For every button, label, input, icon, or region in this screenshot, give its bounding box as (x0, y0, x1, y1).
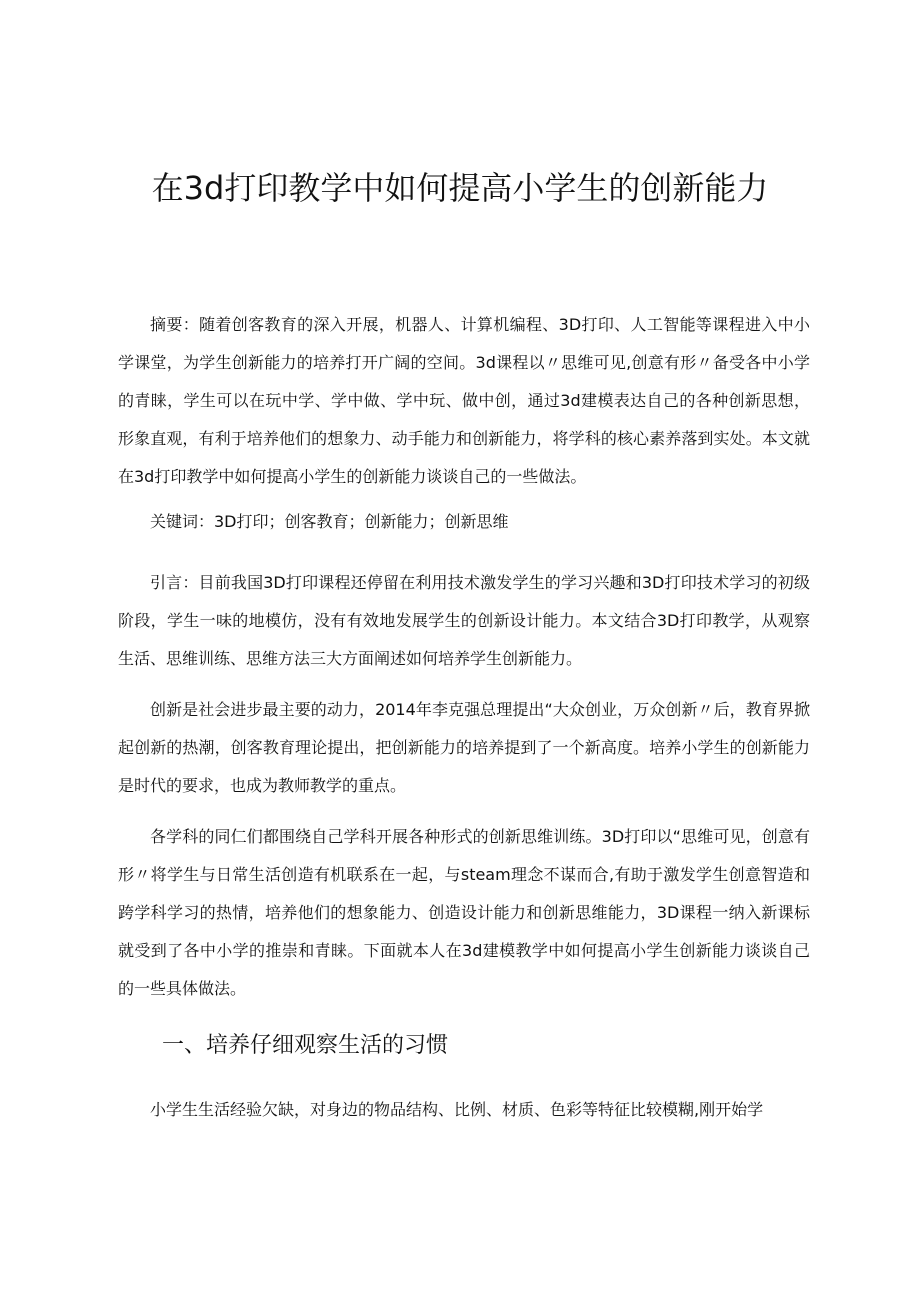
section-1-heading: 一、培养仔细观察生活的习惯 (162, 1033, 449, 1058)
subjects-paragraph: 各学科的同仁们都围绕自己学科开展各种形式的创新思维训练。3D打印以“思维可见，创意有形〃将学生与日常生活创造有机联系在一起，与steam理念不谋而合,有助于激发学生创意智造和跨学科学习的热情，培养他们的想象能力、创造设计能力和创新思维能力，3D课程一纳入新课标就受到了各中小学的推崇和青睐。下面就本人在3d建模教学中如何提高小学生创新能力谈谈自己的一些具体做法。 (118, 827, 810, 998)
innovation-paragraph: 创新是社会进步最主要的动力，2014年李克强总理提出“大众创业，万众创新〃后，教育界掀起创新的热潮，创客教育理论提出，把创新能力的培养提到了一个新高度。培养小学生的创新能力是时代的要求，也成为教师教学的重点。 (118, 700, 810, 795)
keywords-paragraph: 关键词：3D打印；创客教育；创新能力；创新思维 (150, 512, 509, 531)
section-1-paragraph: 小学生生活经验欠缺，对身边的物品结构、比例、材质、色彩等特征比较模糊,刚开始学 (150, 1100, 764, 1119)
introduction-paragraph: 引言：目前我国3D打印课程还停留在利用技术激发学生的学习兴趣和3D打印技术学习的初级阶段，学生一味的地模仿，没有有效地发展学生的创新设计能力。本文结合3D打印教学，从观察生活、思维训练、思维方法三大方面阐述如何培养学生创新能力。 (118, 573, 810, 668)
document-title: 在3d打印教学中如何提高小学生的创新能力 (151, 169, 769, 207)
abstract-paragraph: 摘要：随着创客教育的深入开展，机器人、计算机编程、3D打印、人工智能等课程进入中小学课堂，为学生创新能力的培养打开广阔的空间。3d课程以〃思维可见,创意有形〃备受各中小学的青睐，学生可以在玩中学、学中做、学中玩、做中创，通过3d建模表达自己的各种创新思想，形象直观，有利于培养他们的想象力、动手能力和创新能力，将学科的核心素养落到实处。本文就在3d打印教学中如何提高小学生的创新能力谈谈自己的一些做法。 (118, 315, 810, 486)
